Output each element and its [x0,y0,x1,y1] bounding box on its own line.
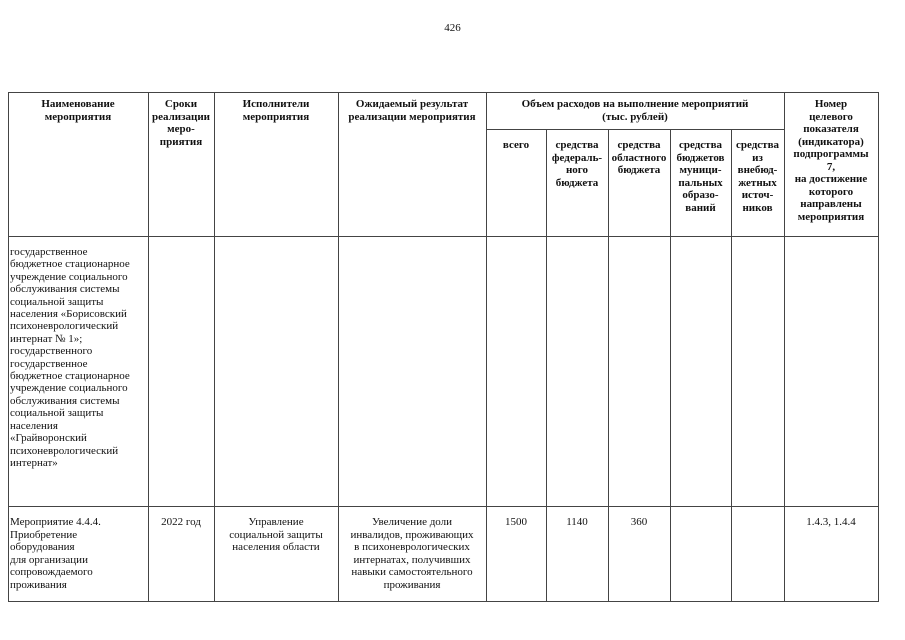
header-indicator-line: на достижение [794,173,868,185]
row-indicator: 1.4.3, 1.4.4 [806,516,856,528]
header-extra-line: жетных [738,176,777,189]
text-line: населения области [232,541,320,553]
header-municipal-line: пальных [678,176,723,189]
header-result-line: реализации мероприятия [348,110,476,123]
text-line: обслуживания системы [10,394,120,407]
table-border-bottom [8,601,878,602]
header-regional [608,139,670,177]
header-indicator-line: мероприятия [797,210,865,223]
header-indicator-line: показателя [803,123,859,135]
text-line: государственное [10,246,88,258]
header-municipal-line: бюджетов [676,151,725,164]
header-terms-line: меро- [167,123,195,135]
row-name [10,516,146,591]
row-total: 1500 [505,516,527,528]
header-expenses-line: Объем расходов на выполнение мероприятий [521,98,749,110]
header-regional-line: бюджета [617,164,661,176]
header-terms [148,98,214,148]
text-line: населения [10,419,58,432]
header-expenses-line: (тыс. рублей) [602,110,668,123]
text-line: бюджетное стационарное [10,370,130,383]
header-terms-line: Сроки [164,98,198,110]
header-extra-line: из [752,151,763,164]
table-border-top [8,92,878,93]
text-line: Увеличение доли [371,516,453,528]
header-name-line: Наименование [41,98,115,110]
header-extra-line: источ- [741,189,774,201]
header-indicator-line: целевого [809,110,853,123]
header-federal-line: бюджета [555,176,599,189]
text-line: навыки самостоятельного [351,566,473,578]
table-row-divider [8,506,878,507]
header-extra-line: ников [742,201,773,214]
text-line: государственного [10,345,93,358]
text-line: Управление [248,516,304,528]
header-federal-line: федераль- [551,151,603,164]
header-indicator-line: направлены [800,198,862,210]
header-total [486,139,546,152]
header-name-line: мероприятия [44,110,112,123]
text-line: населения «Борисовский [10,308,127,321]
row-regional: 360 [630,516,648,528]
text-line: Приобретение [10,528,78,541]
header-municipal-line: ваний [685,201,716,214]
text-line: Мероприятие 4.4.4. [10,516,101,528]
text-line: инвалидов, проживающих [350,528,474,541]
text-line: социальной защиты [10,295,104,308]
text-line: государственное [10,357,88,370]
text-line: «Грайворонский [10,432,87,445]
header-regional-line: областного [611,151,667,164]
text-line: психоневрологический [10,444,119,457]
header-municipal-line: муници- [679,164,722,176]
header-extra [731,139,784,214]
row-result [338,516,486,591]
header-total-line: всего [502,139,530,151]
row-executor [214,516,338,554]
text-line: проживания [383,578,441,591]
header-extra-line: средства [735,139,780,151]
header-terms-line: реализации [151,110,211,123]
header-indicator-line: Номер [814,98,848,110]
header-indicator-line: 7, [826,160,836,173]
text-line: интернатах, получивших [353,553,471,566]
header-regional-line: средства [617,139,661,151]
header-extra-line: внебюд- [737,164,778,176]
header-executors [214,98,338,123]
header-executors-line: мероприятия [242,110,310,123]
text-line: интернат» [10,456,58,469]
text-line: интернат № 1»; [10,332,83,345]
table-border-right [878,92,879,602]
header-result-line: Ожидаемый результат [355,98,469,110]
header-name [10,98,146,123]
text-line: социальной защиты [229,528,323,541]
table-header-bottom [8,236,878,237]
table-border-left [8,92,9,602]
text-line: учреждение социального [10,382,128,395]
header-result [338,98,486,123]
header-federal-line: ного [565,164,589,176]
header-municipal-line: образо- [682,189,719,201]
header-terms-line: приятия [159,135,203,148]
header-federal-line: средства [555,139,599,151]
table-subheader-line [486,129,784,130]
header-indicator-line: подпрограммы [793,148,869,160]
header-indicator-line: которого [808,185,854,198]
header-indicator-line: (индикатора) [798,135,864,148]
text-line: проживания [10,578,67,591]
text-line: обслуживания системы [10,283,120,296]
header-executors-line: Исполнители [242,98,310,110]
row-federal: 1140 [566,516,588,528]
text-line: психоневрологический [10,320,119,333]
header-expenses [486,98,784,123]
text-line: для организации [10,553,88,566]
text-line: бюджетное стационарное [10,258,130,271]
page-number: 426 [444,22,461,34]
text-line: социальной защиты [10,407,104,420]
header-indicator [784,98,878,223]
text-line: в психоневрологических [354,541,470,553]
col-divider [546,129,547,602]
header-municipal [670,139,731,214]
col-divider [608,129,609,602]
text-line: учреждение социального [10,270,128,283]
text-line: оборудования [10,541,75,553]
continuation-row-name [10,246,148,469]
row-term: 2022 год [161,516,201,528]
header-federal [546,139,608,189]
text-line: сопровождаемого [10,566,93,578]
header-municipal-line: средства [678,139,723,151]
